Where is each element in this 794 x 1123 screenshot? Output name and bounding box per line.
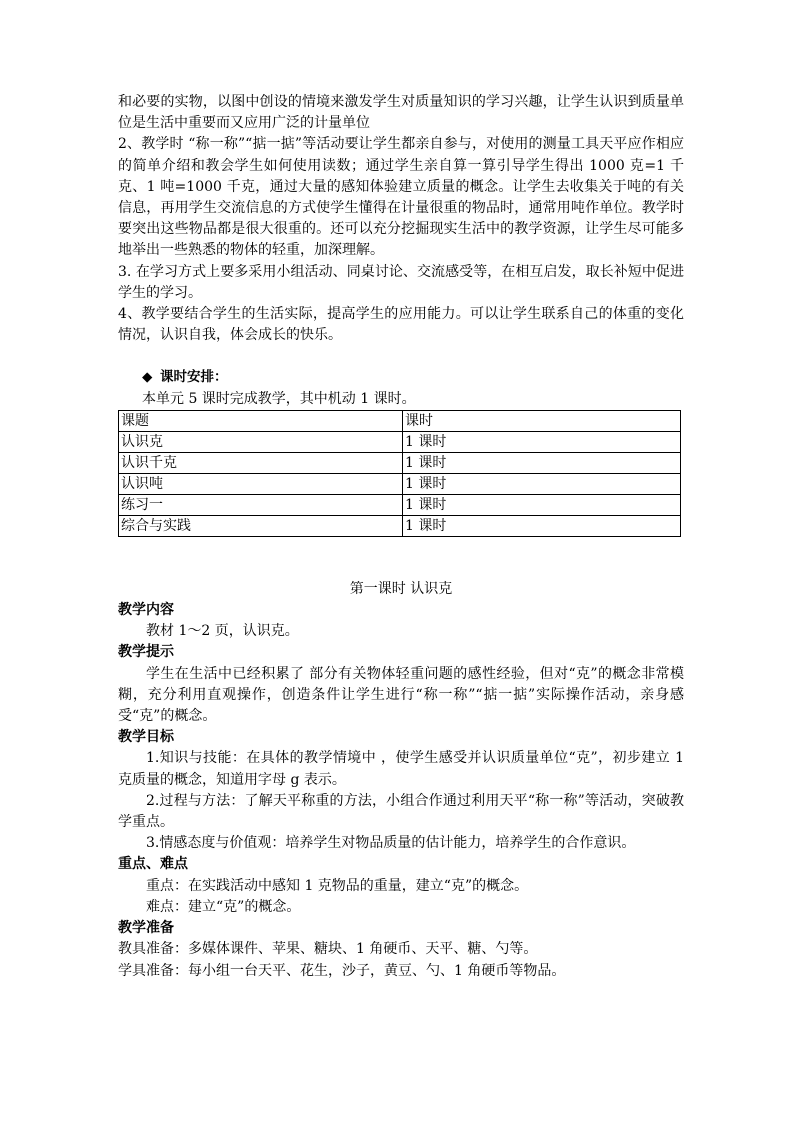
table-header-row bbox=[119, 410, 681, 431]
section-heading-content: 教学内容 bbox=[118, 602, 174, 619]
spacer bbox=[118, 537, 684, 558]
table-cell: 练习一 bbox=[119, 494, 403, 515]
table-row bbox=[119, 473, 681, 494]
table-header-cell: 课题 bbox=[119, 410, 403, 431]
table-cell: 1 课时 bbox=[403, 473, 681, 494]
intro-item-2: 2、教学时 “称一称”“掂一掂”等活动要让学生都亲自参与，对使用的测量工具天平应作相应的简单介绍和教会学生如何使用读数；通过学生亲自算一算引导学生得出 1000 克=1 千克、1 吨=1000 千克，通过大量的感知体验建立质量的概念。让学生去收集关于吨的有关信息，再用学生交流信息的方式使学生懂得在计量很重的物品时，通常用吨作单位。教学时要突出这些物品都是很大很重的。还可以充分挖掘现实生活中的教学资源，让学生尽可能多地举出一些熟悉的物体的轻重，加深理解。 bbox=[118, 136, 684, 259]
table-cell: 认识吨 bbox=[119, 473, 403, 494]
table-cell: 1 课时 bbox=[403, 515, 681, 536]
table-row bbox=[119, 452, 681, 473]
table-cell: 1 课时 bbox=[403, 452, 681, 473]
spacer bbox=[118, 558, 684, 579]
goal-knowledge: 1.知识与技能：在具体的教学情境中 ，使学生感受并认识质量单位“克”，初步建立 1 克质量的概念，知道用字母 g 表示。 bbox=[118, 750, 684, 788]
prep-student: 学具准备：每小组一台天平、花生，沙子，黄豆、勺、1 角硬币等物品。 bbox=[118, 962, 566, 979]
table-cell: 认识克 bbox=[119, 431, 403, 452]
section-body-hint: 学生在生活中已经积累了 部分有关物体轻重问题的感性经验，但对“克”的概念非常模糊，充分利用直观操作，创造条件让学生进行“称一称”“掂一掂”实际操作活动，亲身感受“克”的概念。 bbox=[118, 665, 684, 725]
prep-teacher: 教具准备：多媒体课件、苹果、糖块、1 角硬币、天平、糖、勺等。 bbox=[118, 941, 538, 958]
course-schedule-table bbox=[118, 410, 681, 537]
goal-process: 2.过程与方法：了解天平称重的方法，小组合作通过利用天平“称一称”等活动，突破教学重点。 bbox=[118, 792, 684, 831]
table-header-cell: 课时 bbox=[403, 410, 681, 431]
document-page bbox=[118, 92, 684, 982]
table-row bbox=[119, 515, 681, 536]
key-point: 重点：在实践活动中感知 1 克物品的重量，建立“克”的概念。 bbox=[146, 877, 529, 894]
arrangement-heading bbox=[118, 367, 684, 388]
arrangement-title: 课时安排： bbox=[160, 369, 228, 386]
intro-paragraph-continued: 和必要的实物，以图中创设的情境来激发学生对质量知识的学习兴趣，让学生认识到质量单位是生活中重要而又应用广泛的计量单位 bbox=[118, 94, 684, 132]
table-row bbox=[119, 494, 681, 515]
spacer bbox=[118, 346, 684, 367]
table-cell: 认识千克 bbox=[119, 452, 403, 473]
diamond-bullet-icon: ◆ bbox=[142, 369, 153, 386]
section-heading-preparation: 教学准备 bbox=[118, 920, 174, 937]
difficult-point: 难点：建立“克”的概念。 bbox=[146, 898, 301, 915]
goal-attitude: 3.情感态度与价值观：培养学生对物品质量的估计能力，培养学生的合作意识。 bbox=[146, 835, 636, 852]
intro-item-3: 3. 在学习方式上要多采用小组活动、同桌讨论、交流感受等，在相互启发，取长补短中促进学生的学习。 bbox=[118, 263, 684, 301]
table-row bbox=[119, 431, 681, 452]
table-cell: 1 课时 bbox=[403, 431, 681, 452]
table-cell: 1 课时 bbox=[403, 494, 681, 515]
intro-item-4: 4、教学要结合学生的生活实际，提高学生的应用能力。可以让学生联系自己的体重的变化情况，认识自我，体会成长的快乐。 bbox=[118, 306, 684, 344]
section-heading-key-points: 重点、难点 bbox=[118, 856, 188, 873]
section-heading-hint: 教学提示 bbox=[118, 644, 174, 661]
table-cell: 综合与实践 bbox=[119, 515, 403, 536]
section-body-content: 教材 1～2 页，认识克。 bbox=[146, 623, 299, 640]
arrangement-note: 本单元 5 课时完成教学，其中机动 1 课时。 bbox=[142, 390, 416, 407]
lesson-title: 第一课时 认识克 bbox=[349, 580, 453, 597]
section-heading-goals: 教学目标 bbox=[118, 729, 174, 746]
